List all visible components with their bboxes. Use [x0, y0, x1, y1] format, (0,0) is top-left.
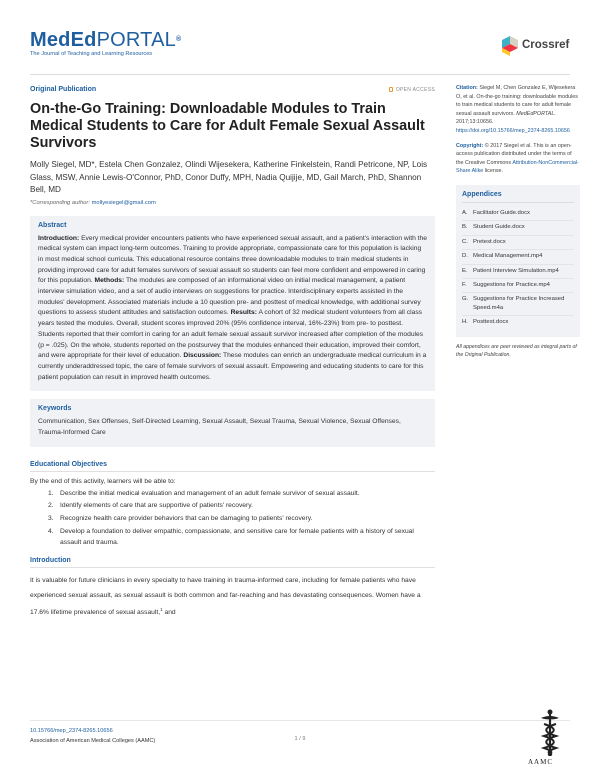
citation-block: Citation: Siegel M, Chen Gonzalez E, Wijesekera O, et al. On-the-go training: downloadable modules to train medical students to care for adult female sexual assault survivors. MedEdPORTAL. 2017;13:10656. https://doi.org/10.15766/mep_2374-8265.10656 — [456, 85, 578, 134]
article-title: On-the-Go Training: Downloadable Modules to Train Medical Students to Care for Adult Female Sexual Assault Survivors — [30, 101, 425, 151]
appendices-heading: Appendices — [462, 191, 574, 203]
list-item: 2. Identify elements of care that are supportive of patients' recovery. — [48, 502, 253, 510]
appendices-note: All appendices are peer reviewed as integral parts of the Original Publication. — [456, 343, 577, 358]
open-access-badge: OPEN ACCESS — [389, 87, 435, 93]
abstract-heading: Abstract — [38, 221, 67, 229]
journal-logo-wordmark: MedEdPORTAL® — [30, 29, 182, 51]
footer-info — [30, 727, 155, 746]
list-item: 1. Describe the initial medical evaluation and management of an adult female survivor of sexual assault. — [48, 489, 360, 497]
appendix-item[interactable]: D. Medical Management.mp4 — [462, 250, 574, 264]
crossref-icon — [500, 36, 520, 56]
list-item: 3. Recognize health care provider behaviors that can be damaging to patients' recovery. — [48, 515, 313, 523]
main-column — [30, 86, 435, 621]
corresponding-author: *Corresponding author: mollyesiegel@gmail.com — [30, 199, 156, 206]
abstract-section — [30, 216, 435, 392]
aamc-wordmark: AAMC — [528, 758, 554, 766]
keywords-heading: Keywords — [38, 405, 72, 413]
doi-link[interactable]: https://doi.org/10.15766/mep_2374-8265.10656 — [456, 127, 570, 134]
appendix-item[interactable]: C. Pretest.docx — [462, 236, 574, 250]
appendix-item[interactable]: F. Suggestions for Practice.mp4 — [462, 279, 574, 293]
copyright-block: Copyright: © 2017 Siegel et al. This is an open-access publication distributed under the terms of the Creative Commons Attribution-NonCommercial-Share Alike license. — [456, 142, 579, 175]
objectives-heading: Educational Objectives — [30, 461, 435, 472]
author-list: Molly Siegel, MD*, Estela Chen Gonzalez, Olindi Wijesekera, Katherine Finkelstein, Randi Petricone, NP, Lois Glass, MSW, Annie Lewis-O'Connor, PhD, Conor Duffy, MPH, Nadia Quijije, MD, Gail March, PhD, Shannon Bell, MD — [30, 160, 428, 194]
keywords-section — [30, 399, 435, 446]
appendix-item[interactable]: H. Posttest.docx — [462, 319, 509, 326]
footer-publisher: Association of American Medical Colleges (AAMC) — [30, 737, 156, 744]
objectives-list — [30, 489, 435, 549]
crossref-label: Crossref — [522, 39, 570, 51]
abstract-body: Introduction: Every medical provider encounters patients who have experienced sexual assault, and a patient's interaction with the medical system can impact long-term outcomes. Training to provide appropriate, compassionate care for this population is lacking in most medical school curricula. This educational resource contains three downloadable modules to train medical students in providing improved care for adult females survivors of sexual assault so students can feel more confident and empowered in caring for this population. Methods: The modules are composed of an informational video on initial medical management, a patient interview simulation video, and a set of audio interviews on suggestions for practice. Interdisciplinary experts assisted in the modules' development. Associated materials include a 10 question pre- and posttest of medical knowledge, with additional survey questions to assess student attitudes and satisfaction outcomes. Results: A cohort of 32 medical student volunteers from all class years tested the modules. Overall, student scores improved 20% (95% confidence interval, 16%-23%) from pre- to posttest. Students reported that their comfort in caring for an adult female sexual assault survivor increased after completion of the modules (p = .025). On the whole, students reported on the postsurvey that the modules enhanced their education, improved their comfort, and were appropriate for their level of education. Discussion: These modules can enrich an undergraduate medical curriculum in a currently underaddressed topic, the care of female survivors of sexual assault. Empowering and educating students to care for this patient population can result in improved health outcomes. — [38, 234, 427, 381]
open-lock-icon — [389, 87, 393, 92]
crossref-badge[interactable] — [500, 36, 580, 58]
footer-divider — [30, 720, 570, 721]
sidebar — [456, 84, 580, 359]
objectives-intro: By the end of this activity, learners will be able to: — [30, 477, 176, 485]
corresponding-email-link[interactable]: mollyesiegel@gmail.com — [91, 199, 156, 206]
introduction-heading: Introduction — [30, 557, 435, 568]
appendix-item[interactable]: A. Facilitator Guide.docx — [462, 207, 574, 221]
introduction-body: It is valuable for future clinicians in every specialty to have training in trauma-informed care, including for female patients who have experienced sexual assault, as sexual assault is both common and far-reaching and has devastating consequences. Women have a 17.6% lifetime prevalence of sexual assault,$^1$ and — [30, 577, 421, 617]
journal-logo — [30, 30, 181, 57]
appendix-item[interactable]: E. Patient Interview Simulation.mp4 — [462, 265, 574, 279]
footer-doi[interactable]: 10.15766/mep_2374-8265.10656 — [30, 728, 113, 734]
article-type: Original Publication — [30, 86, 97, 93]
page-number: 1 / 9 — [294, 736, 306, 742]
list-item: 4. Develop a foundation to deliver empathic, compassionate, and sensitive care for female patients with a history of sexual assault and trauma. — [48, 527, 414, 546]
journal-tagline: The Journal of Teaching and Learning Resources — [30, 51, 153, 57]
appendices-section — [456, 185, 580, 337]
keywords-list: Communication, Sex Offenses, Self-Directed Learning, Sexual Assault, Sexual Trauma, Sexual Violence, Sexual Offenses, Trauma-Informed Care — [38, 418, 401, 437]
license-link[interactable]: Attribution-NonCommercial-Share Alike — [456, 159, 579, 175]
article-meta-row — [30, 86, 435, 93]
appendix-item[interactable]: G. Suggestions for Practice Increased Speed.m4a — [462, 293, 574, 316]
header-divider — [30, 74, 570, 75]
appendix-item[interactable]: B. Student Guide.docx — [462, 221, 574, 235]
